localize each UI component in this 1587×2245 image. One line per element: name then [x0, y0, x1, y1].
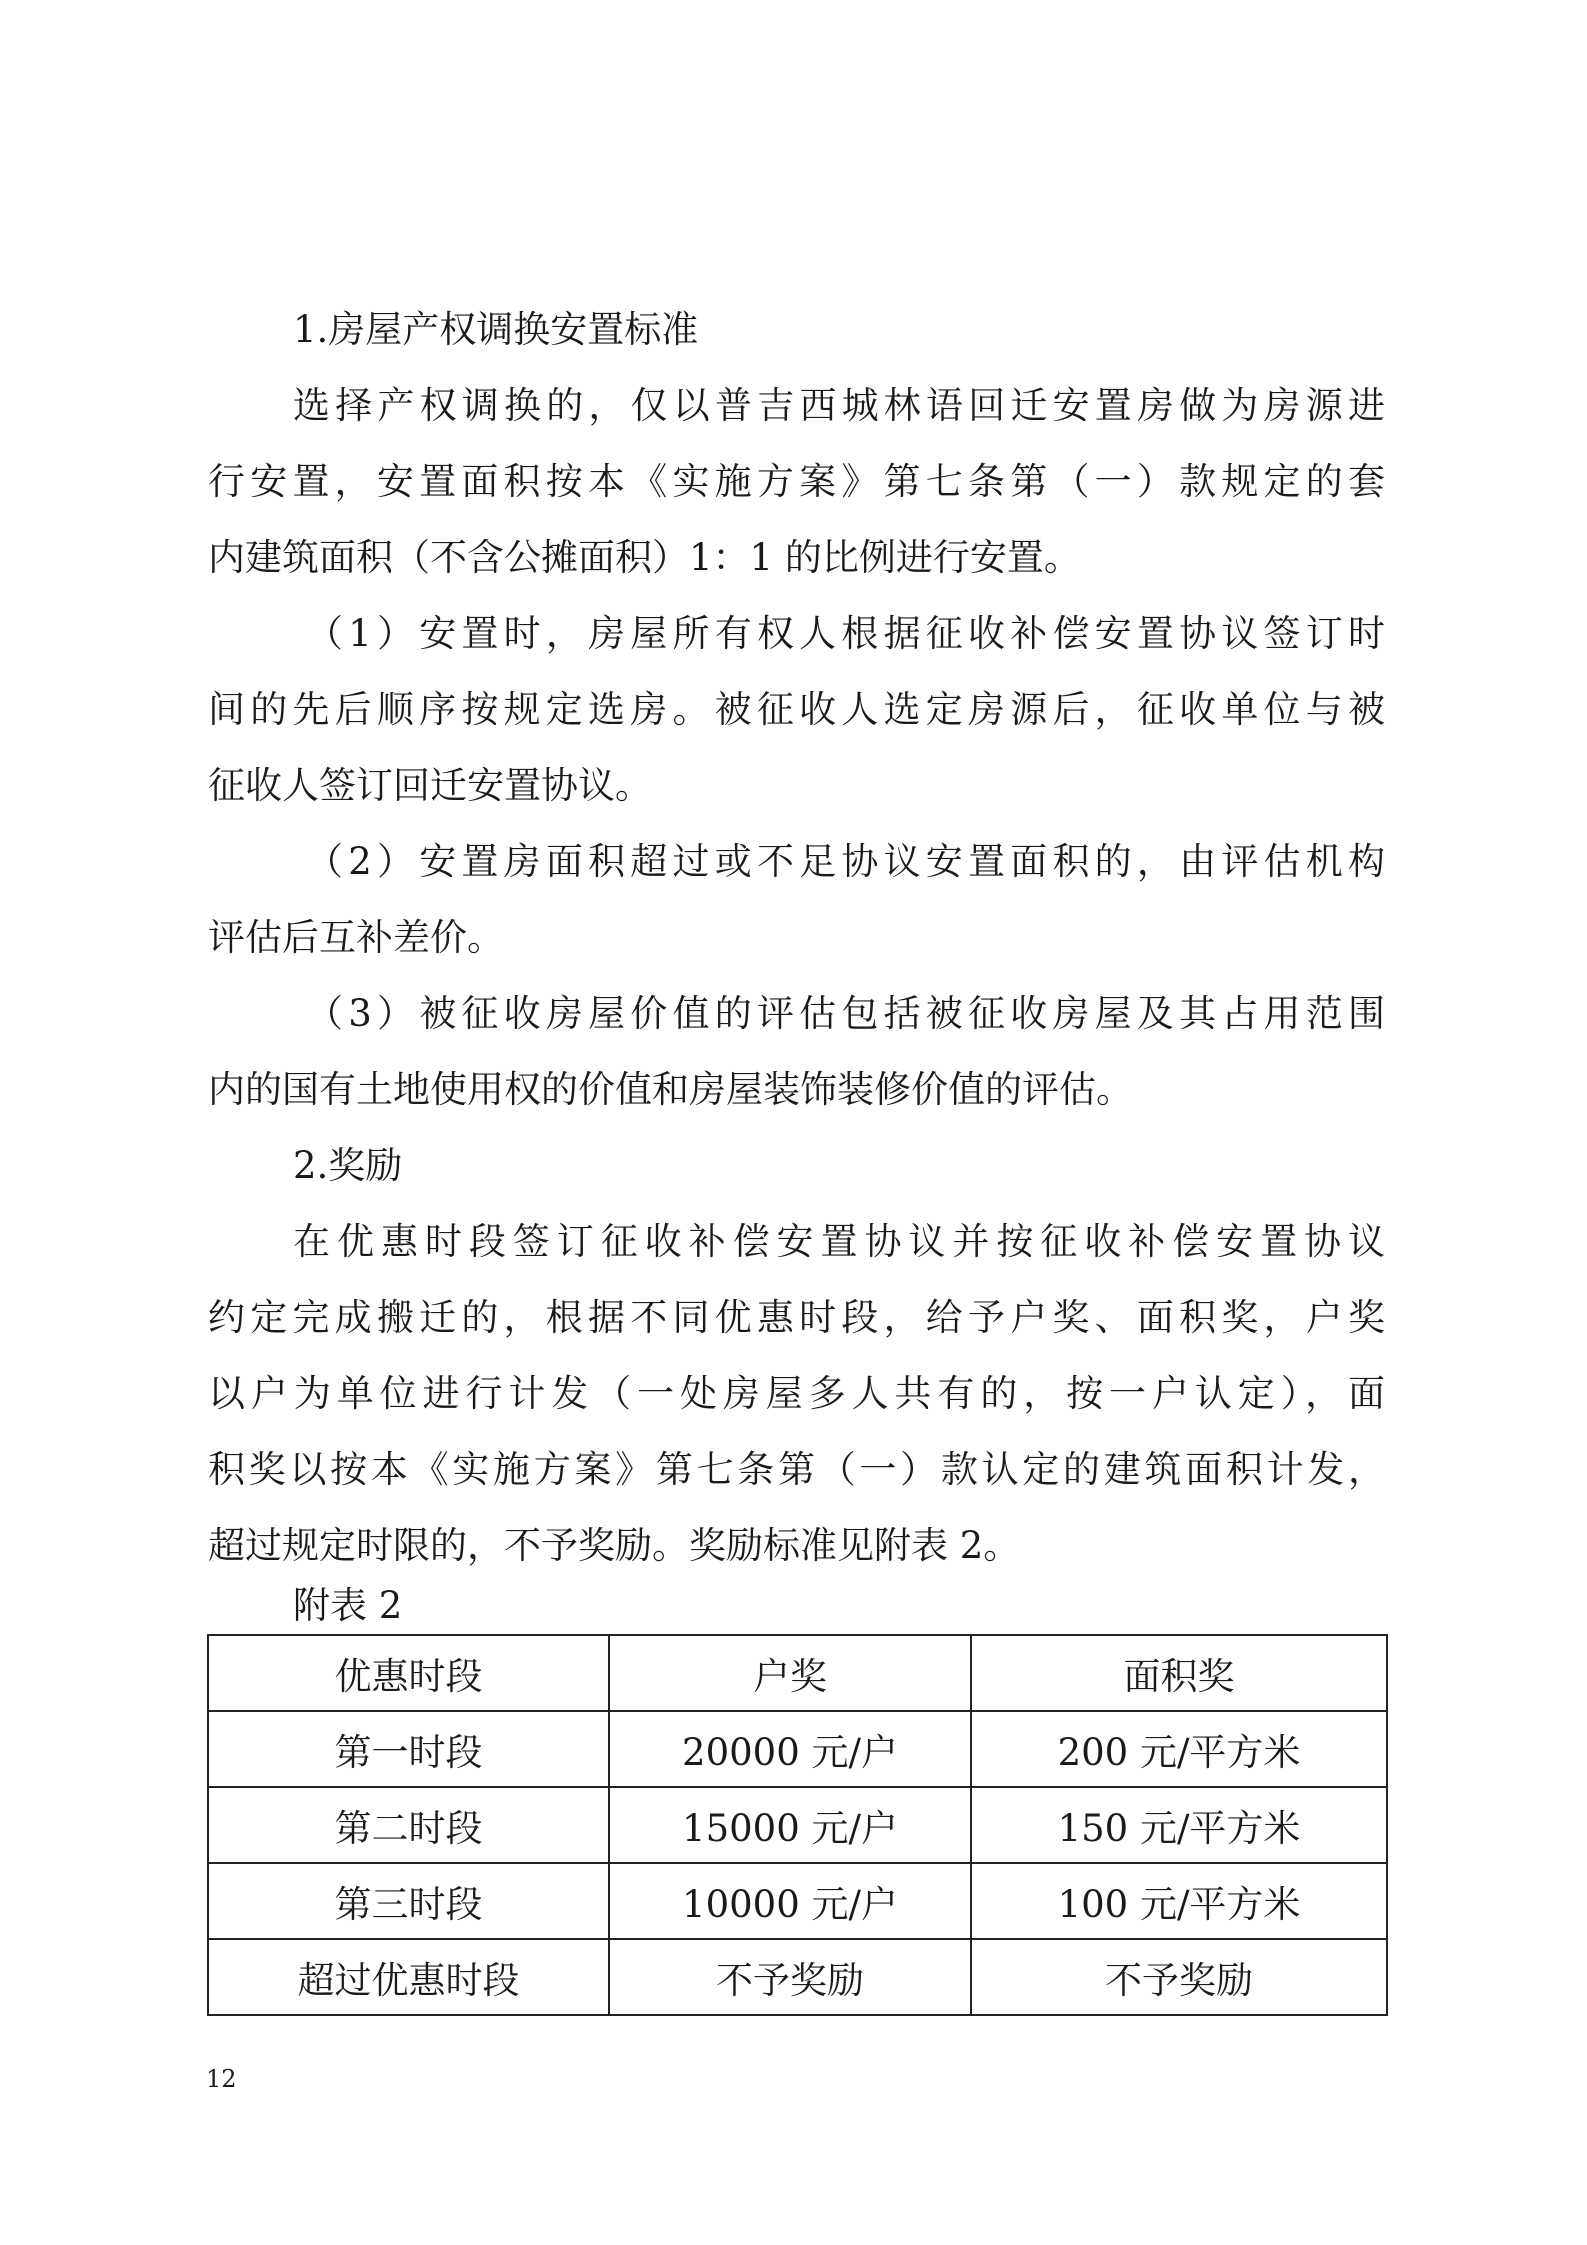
table-header-cell: 面积奖: [971, 1635, 1387, 1711]
paragraph-line: 内建筑面积（不含公摊面积）1：1 的比例进行安置。: [208, 536, 1081, 579]
table-cell: 15000 元/户: [609, 1787, 971, 1863]
section-heading-award: 2.奖励: [293, 1144, 403, 1187]
table-cell: 第三时段: [208, 1863, 609, 1939]
table-cell: 150 元/平方米: [971, 1787, 1387, 1863]
list-item-line: （1）安置时，房屋所有权人根据征收补偿安置协议签订时: [306, 612, 1385, 655]
list-item-line: 征收人签订回迁安置协议。: [208, 764, 652, 807]
table-cell: 第二时段: [208, 1787, 609, 1863]
table-row: [208, 1711, 1387, 1787]
award-table: [207, 1634, 1388, 2016]
table-caption: 附表 2: [293, 1584, 403, 1627]
table-header-cell: 优惠时段: [208, 1635, 609, 1711]
list-item-line: （3）被征收房屋价值的评估包括被征收房屋及其占用范围: [306, 992, 1385, 1035]
paragraph-line: 约定完成搬迁的，根据不同优惠时段，给予户奖、面积奖，户奖: [208, 1296, 1385, 1339]
section-heading-property-exchange: 1.房屋产权调换安置标准: [293, 308, 699, 351]
list-item-line: 间的先后顺序按规定选房。被征收人选定房源后，征收单位与被: [208, 688, 1385, 731]
table-row: [208, 1863, 1387, 1939]
page-number: 12: [206, 2065, 237, 2093]
paragraph-line: 行安置，安置面积按本《实施方案》第七条第（一）款规定的套: [208, 460, 1385, 503]
table-cell: 10000 元/户: [609, 1863, 971, 1939]
table-cell: 20000 元/户: [609, 1711, 971, 1787]
paragraph-line: 在优惠时段签订征收补偿安置协议并按征收补偿安置协议: [293, 1220, 1385, 1263]
table-row: [208, 1939, 1387, 2015]
paragraph-line: 选择产权调换的，仅以普吉西城林语回迁安置房做为房源进: [293, 384, 1385, 427]
list-item-line: 内的国有土地使用权的价值和房屋装饰装修价值的评估。: [208, 1068, 1133, 1111]
table-row: [208, 1787, 1387, 1863]
table-cell: 不予奖励: [609, 1939, 971, 2015]
table-header-row: [208, 1635, 1387, 1711]
table-cell: 100 元/平方米: [971, 1863, 1387, 1939]
table-cell: 不予奖励: [971, 1939, 1387, 2015]
paragraph-line: 超过规定时限的，不予奖励。奖励标准见附表 2。: [208, 1524, 1021, 1567]
table-cell: 超过优惠时段: [208, 1939, 609, 2015]
paragraph-line: 以户为单位进行计发（一处房屋多人共有的，按一户认定），面: [208, 1372, 1385, 1415]
table-cell: 200 元/平方米: [971, 1711, 1387, 1787]
list-item-line: （2）安置房面积超过或不足协议安置面积的，由评估机构: [306, 840, 1385, 883]
table-header-cell: 户奖: [609, 1635, 971, 1711]
table-cell: 第一时段: [208, 1711, 609, 1787]
paragraph-line: 积奖以按本《实施方案》第七条第（一）款认定的建筑面积计发，: [208, 1448, 1385, 1491]
list-item-line: 评估后互补差价。: [208, 916, 504, 959]
